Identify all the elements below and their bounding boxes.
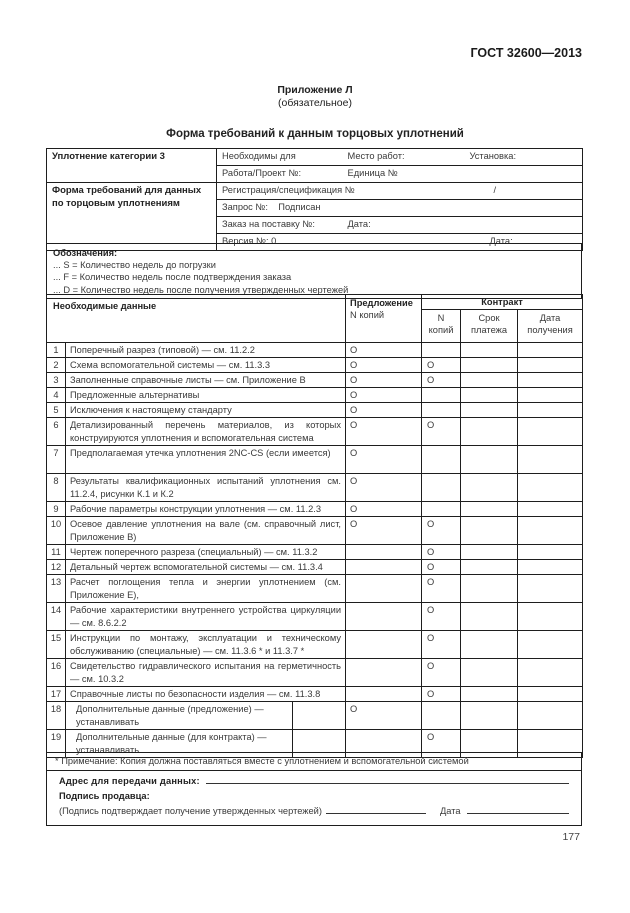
table-row (47, 560, 583, 575)
payment-term-cell[interactable] (461, 560, 518, 575)
proposal-mark[interactable]: O (346, 474, 422, 502)
row-description: Справочные листы по безопасности изделия — см. 11.3.8 (66, 687, 346, 702)
row-description: Осевое давление уплотнения на вале (см. справочный лист, Приложение В) (66, 517, 346, 545)
row-number: 11 (47, 545, 66, 560)
payment-term-cell[interactable] (461, 358, 518, 373)
payment-term-cell[interactable] (461, 388, 518, 403)
receipt-date-cell[interactable] (518, 403, 583, 418)
contract-copies-mark[interactable]: O (422, 603, 461, 631)
row-number: 16 (47, 659, 66, 687)
appendix-type: (обязательное) (278, 97, 352, 109)
payment-term-cell[interactable] (461, 659, 518, 687)
table-row (47, 446, 583, 474)
field-revision-date[interactable]: Дата: (465, 234, 583, 251)
row-number: 9 (47, 502, 66, 517)
row-description: Рабочие характеристики внутреннего устройства циркуляции — см. 8.6.2.2 (66, 603, 346, 631)
proposal-mark[interactable]: O (346, 702, 422, 730)
table-row (47, 343, 583, 358)
footer-signature-area (47, 770, 582, 825)
receipt-date-cell[interactable] (518, 373, 583, 388)
row-number: 6 (47, 418, 66, 446)
row-description: Предполагаемая утечка уплотнения 2NC-CS (если имеется) (66, 446, 346, 474)
contract-copies-mark[interactable]: O (422, 358, 461, 373)
receipt-date-cell[interactable] (518, 343, 583, 358)
receipt-date-cell[interactable] (518, 631, 583, 659)
payment-term-cell[interactable] (461, 702, 518, 730)
payment-term-cell[interactable] (461, 631, 518, 659)
field-purchase-order[interactable]: Заказ на поставку №: (217, 217, 343, 234)
receipt-date-cell[interactable] (518, 603, 583, 631)
row-number: 12 (47, 560, 66, 575)
proposal-mark[interactable]: O (346, 502, 422, 517)
contract-copies-mark[interactable]: O (422, 560, 461, 575)
receipt-date-cell[interactable] (518, 560, 583, 575)
row-additional-input[interactable] (293, 702, 346, 730)
payment-term-cell[interactable] (461, 603, 518, 631)
signature-confirms-label: (Подпись подтверждает получение утвержденных чертежей) (59, 805, 322, 816)
row-number: 15 (47, 631, 66, 659)
receipt-date-cell[interactable] (518, 446, 583, 474)
payment-term-cell[interactable] (461, 517, 518, 545)
page-number: 177 (562, 831, 580, 843)
table-row (47, 418, 583, 446)
header-receipt-date-1: Дата (539, 313, 561, 323)
row-number: 1 (47, 343, 66, 358)
payment-term-cell[interactable] (461, 403, 518, 418)
proposal-mark[interactable] (346, 560, 422, 575)
contract-copies-mark[interactable]: O (422, 687, 461, 702)
proposal-mark[interactable]: O (346, 358, 422, 373)
table-row (47, 517, 583, 545)
contract-copies-mark[interactable]: O (422, 418, 461, 446)
seal-category: Уплотнение категории 3 (47, 149, 217, 183)
table-row (47, 388, 583, 403)
proposal-mark[interactable]: O (346, 343, 422, 358)
table-row (47, 687, 583, 702)
proposal-mark[interactable]: O (346, 446, 422, 474)
contract-copies-mark[interactable]: O (422, 575, 461, 603)
row-number: 5 (47, 403, 66, 418)
header-payment-term-1: Срок (478, 313, 500, 323)
payment-term-cell[interactable] (461, 446, 518, 474)
header-payment-term (461, 310, 518, 343)
document-code: ГОСТ 32600—2013 (470, 46, 582, 60)
seller-signature-label: Подпись продавца: (59, 790, 150, 801)
field-work-site[interactable]: Место работ: (343, 149, 465, 166)
payment-term-cell[interactable] (461, 373, 518, 388)
proposal-mark[interactable] (346, 631, 422, 659)
contract-copies-mark[interactable] (422, 446, 461, 474)
table-row (47, 373, 583, 388)
header-required-data: Необходимые данные (47, 295, 346, 343)
proposal-mark[interactable]: O (346, 418, 422, 446)
address-label: Адрес для передачи данных: (59, 775, 200, 786)
legend-item-s: ... S = Количество недель до погрузки (53, 260, 216, 271)
header-block (46, 148, 583, 251)
row-description: Исключения к настоящему стандарту (66, 403, 346, 418)
footnote: * Примечание: Копия должна поставляться вместе с уплотнением и вспомогательной системой (47, 753, 582, 771)
row-number: 7 (47, 446, 66, 474)
row-description: Заполненные справочные листы — см. Приложение В (66, 373, 346, 388)
appendix-title: Приложение Л (277, 84, 353, 96)
receipt-date-cell[interactable] (518, 502, 583, 517)
header-payment-term-2: платежа (470, 325, 508, 335)
row-number: 2 (47, 358, 66, 373)
receipt-date-cell[interactable] (518, 702, 583, 730)
row-number: 14 (47, 603, 66, 631)
row-number: 10 (47, 517, 66, 545)
proposal-mark[interactable]: O (346, 388, 422, 403)
row-description: Инструкции по монтажу, эксплуатации и техническому обслуживанию (специальные) — см. 11.3.6 * и 11.3.7 * (66, 631, 346, 659)
row-number: 8 (47, 474, 66, 502)
legend-title: Обозначения: (53, 248, 118, 258)
row-number: 17 (47, 687, 66, 702)
field-job-project[interactable]: Работа/Проект №: (217, 166, 343, 183)
receipt-date-cell[interactable] (518, 358, 583, 373)
field-inquiry-signed[interactable]: Запрос №: Подписан (217, 200, 583, 217)
field-unit[interactable]: Единица № (343, 166, 465, 183)
contract-copies-mark[interactable]: O (422, 545, 461, 560)
contract-copies-mark[interactable] (422, 702, 461, 730)
form-name: Форма требований для данных по торцовым уплотнениям (47, 183, 217, 251)
row-description: Свидетельство гидравлического испытания на герметичность — см. 10.3.2 (66, 659, 346, 687)
table-row (47, 545, 583, 560)
signature-input-line[interactable] (326, 804, 426, 814)
field-empty (465, 166, 583, 183)
contract-copies-mark[interactable]: O (422, 659, 461, 687)
row-description: Расчет поглощения тепла и энергии уплотнением (см. Приложение Е), (66, 575, 346, 603)
proposal-mark[interactable] (346, 575, 422, 603)
address-input-line[interactable] (206, 774, 569, 784)
field-required-for[interactable]: Необходимы для (217, 149, 343, 166)
header-proposal-label: Предложение (350, 298, 413, 308)
table-row (47, 575, 583, 603)
proposal-mark[interactable]: O (346, 373, 422, 388)
payment-term-cell[interactable] (461, 418, 518, 446)
contract-copies-mark[interactable]: O (422, 517, 461, 545)
receipt-date-cell[interactable] (518, 418, 583, 446)
field-empty (465, 183, 583, 200)
registration-separator: / (493, 185, 497, 195)
contract-copies-mark[interactable] (422, 403, 461, 418)
payment-term-cell[interactable] (461, 575, 518, 603)
date-label: Дата (439, 805, 461, 816)
payment-term-cell[interactable] (461, 502, 518, 517)
header-contract-copies-2: копий (428, 325, 454, 335)
row-description: Поперечный разрез (типовой) — см. 11.2.2 (66, 343, 346, 358)
contract-copies-mark[interactable] (422, 343, 461, 358)
field-empty (465, 217, 583, 234)
date-input-line[interactable] (467, 804, 569, 814)
row-description: Дополнительные данные (предложение) — устанавливать (66, 702, 293, 730)
payment-term-cell[interactable] (461, 687, 518, 702)
form-title: Форма требований к данным торцовых уплотнений (166, 128, 464, 140)
receipt-date-cell[interactable] (518, 474, 583, 502)
proposal-mark[interactable] (346, 603, 422, 631)
registration-label: Регистрация/спецификация № (222, 185, 355, 195)
row-description: Детальный чертеж вспомогательной системы — см. 11.3.4 (66, 560, 346, 575)
header-proposal (346, 295, 422, 343)
header-proposal-copies: N копий (350, 310, 385, 320)
header-receipt-date-2: получения (527, 325, 573, 335)
receipt-date-cell[interactable] (518, 545, 583, 560)
row-description: Результаты квалификационных испытаний уплотнения см. 11.2.4, рисунки К.1 и К.2 (66, 474, 346, 502)
proposal-mark[interactable]: O (346, 403, 422, 418)
field-installation[interactable]: Установка: (465, 149, 583, 166)
row-description: Предложенные альтернативы (66, 388, 346, 403)
receipt-date-cell[interactable] (518, 687, 583, 702)
contract-copies-mark[interactable]: O (422, 730, 461, 758)
contract-copies-mark[interactable] (422, 502, 461, 517)
table-row (47, 631, 583, 659)
contract-copies-mark[interactable] (422, 388, 461, 403)
header-contract-copies-1: N (437, 313, 445, 323)
payment-term-cell[interactable] (461, 545, 518, 560)
table-row (47, 702, 583, 730)
table-row (47, 358, 583, 373)
receipt-date-cell[interactable] (518, 659, 583, 687)
required-data-table (46, 294, 583, 758)
field-revision[interactable]: Версия №: 0 (217, 234, 343, 251)
table-row (47, 603, 583, 631)
table-row (47, 502, 583, 517)
contract-copies-mark[interactable]: O (422, 373, 461, 388)
row-description: Чертеж поперечного разреза (специальный) — см. 11.3.2 (66, 545, 346, 560)
proposal-mark[interactable] (346, 687, 422, 702)
proposal-mark[interactable] (346, 659, 422, 687)
row-description: Схема вспомогательной системы — см. 11.3.3 (66, 358, 346, 373)
row-number: 13 (47, 575, 66, 603)
receipt-date-cell[interactable] (518, 388, 583, 403)
row-description: Детализированный перечень материалов, из которых конструируются уплотнения и вспомогательная система (66, 418, 346, 446)
row-number: 18 (47, 702, 66, 730)
table-row (47, 403, 583, 418)
row-number: 3 (47, 373, 66, 388)
legend-item-d: ... D = Количество недель после получения утвержденных чертежей (53, 284, 349, 295)
header-receipt-date (518, 310, 583, 343)
table-row (47, 474, 583, 502)
table-row (47, 659, 583, 687)
receipt-date-cell[interactable] (518, 575, 583, 603)
row-number: 19 (47, 730, 66, 758)
row-number: 4 (47, 388, 66, 403)
contract-copies-mark[interactable] (422, 474, 461, 502)
payment-term-cell[interactable] (461, 474, 518, 502)
legend-item-f: ... F = Количество недель после подтверждения заказа (53, 272, 292, 283)
header-contract: Контракт (422, 295, 583, 310)
field-registration-spec[interactable] (217, 183, 497, 200)
footer-block (46, 752, 582, 826)
payment-term-cell[interactable] (461, 343, 518, 358)
receipt-date-cell[interactable] (518, 517, 583, 545)
legend-block (46, 243, 582, 299)
row-description: Рабочие параметры конструкции уплотнения — см. 11.2.3 (66, 502, 346, 517)
header-contract-copies (422, 310, 461, 343)
proposal-mark[interactable] (346, 545, 422, 560)
proposal-mark[interactable]: O (346, 517, 422, 545)
field-po-date[interactable]: Дата: (343, 217, 465, 234)
contract-copies-mark[interactable]: O (422, 631, 461, 659)
row-description: Дополнительные данные (для контракта) — устанавливать (66, 730, 293, 758)
